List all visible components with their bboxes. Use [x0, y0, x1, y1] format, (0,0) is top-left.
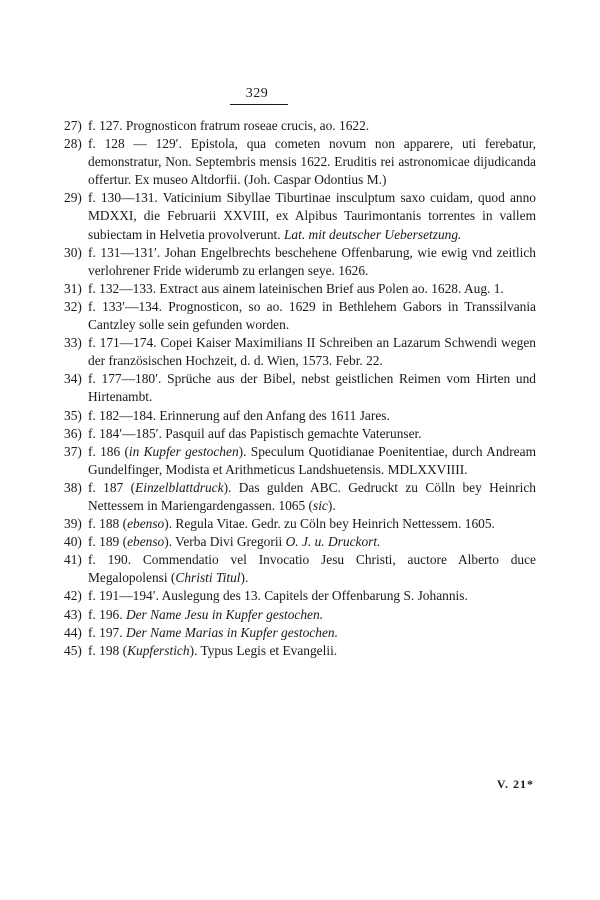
catalog-entry-list — [64, 117, 536, 660]
entry-text — [88, 443, 536, 479]
entry-number: 43) — [64, 606, 82, 622]
entry-text — [88, 533, 536, 551]
entry-number: 29) — [64, 190, 82, 206]
entry-number: 37) — [64, 443, 82, 459]
entry-text — [88, 370, 536, 406]
entry-text — [88, 624, 536, 642]
entry-italic-segment: Der Name Jesu in Kupfer gestochen. — [125, 606, 324, 622]
entry-segment: f. 188 ( — [88, 516, 128, 532]
entry-segment: f. 189 ( — [88, 534, 128, 550]
entry-segment: ). — [327, 497, 336, 513]
entry-number: 27) — [64, 118, 82, 133]
catalog-entry — [64, 479, 536, 515]
catalog-entry — [64, 606, 536, 624]
entry-italic-segment: in Kupfer gestochen — [128, 443, 239, 459]
entry-segment: f. 191—194′. Auslegung des 13. Capitels der Offenbarung S. Johannis. — [88, 588, 468, 604]
entry-italic-segment: Kupferstich — [127, 642, 190, 658]
printer-signature: V. 21* — [496, 777, 534, 791]
entry-number: 35) — [64, 407, 82, 423]
entry-number: 36) — [64, 425, 82, 441]
entry-segment: f. 131—131′. Johan Engelbrechts beschehene Offenbarung, wie ewig vnd zeitlich verlohrener Fride widerumb zu erlangen seye. 1626. — [88, 244, 536, 278]
entry-number: 32) — [64, 298, 82, 314]
entry-text — [88, 244, 536, 280]
entry-number: 34) — [64, 371, 82, 387]
entry-text — [88, 117, 536, 135]
entry-number: 41) — [64, 552, 82, 568]
entry-number: 30) — [64, 244, 82, 260]
entry-segment: ). Typus Legis et Evangelii. — [189, 642, 338, 658]
entry-text — [88, 407, 536, 425]
catalog-entry — [64, 117, 536, 135]
entry-text — [88, 479, 536, 515]
catalog-entry — [64, 280, 536, 298]
entry-italic-segment: Lat. mit deutscher Uebersetzung. — [283, 226, 462, 242]
entry-segment: f. 130—131. Vaticinium Sibyllae Tiburtinae insculptum saxo cuidam, quod anno MDXXI, die Februarii XXVIII, ex Alpibus Taurimontanis torrentes in vallem subiectam in Helvetia provolverunt. — [88, 190, 536, 242]
entry-segment: f. 190. Commendatio vel Invocatio Jesu Christi, auctore Alberto duce Megalopolensi ( — [88, 552, 536, 586]
entry-text — [88, 642, 536, 660]
entry-number: 31) — [64, 280, 82, 296]
entry-number: 39) — [64, 516, 82, 532]
page-number: 329 — [245, 86, 269, 101]
catalog-entry — [64, 425, 536, 443]
page-number-rule — [230, 104, 288, 105]
entry-italic-segment: Einzelblattdruck — [135, 479, 224, 495]
entry-italic-segment: Christi Titul — [175, 570, 241, 586]
entry-italic-segment: sic — [312, 497, 328, 513]
entry-segment: f. 197. — [88, 624, 126, 640]
catalog-entry — [64, 587, 536, 605]
entry-segment: f. 187 ( — [88, 479, 136, 495]
entry-text — [88, 135, 536, 189]
catalog-entry — [64, 407, 536, 425]
entry-italic-segment: ebenso — [127, 534, 165, 550]
entry-text — [88, 425, 536, 443]
catalog-entry — [64, 533, 536, 551]
entry-segment: f. 182—184. Erinnerung auf den Anfang des 1611 Jares. — [88, 407, 390, 423]
catalog-entry — [64, 189, 536, 243]
catalog-entry — [64, 135, 536, 189]
entry-segment: f. 186 ( — [88, 443, 129, 459]
entry-number: 45) — [64, 642, 82, 658]
catalog-entry — [64, 334, 536, 370]
catalog-entry — [64, 515, 536, 533]
entry-text — [88, 515, 536, 533]
entry-segment: ). Regula Vitae. Gedr. zu Cöln bey Heinrich Nettessem. 1605. — [164, 516, 495, 532]
entry-segment: f. 133′—134. Prognosticon, so ao. 1629 in Bethlehem Gabors in Transsilvania Cantzley solle sein gefunden worden. — [88, 298, 536, 333]
catalog-entry — [64, 551, 536, 587]
entry-number: 28) — [64, 136, 82, 152]
entry-number: 42) — [64, 588, 82, 604]
entry-segment: f. 196. — [88, 606, 126, 622]
entry-segment: f. 177—180′. Sprüche aus der Bibel, nebst geistlichen Reimen vom Hirten und Hirtenambt. — [88, 371, 536, 405]
entry-segment: ). Verba Divi Gregorii — [164, 534, 286, 550]
entry-segment: f. 184′—185′. Pasquil auf das Papistisch gemachte Vaterunser. — [88, 425, 422, 441]
entry-segment: ). — [240, 570, 249, 586]
catalog-entry — [64, 298, 536, 334]
entry-italic-segment: O. J. u. Druckort. — [285, 534, 381, 550]
catalog-entry — [64, 443, 536, 479]
entry-segment: f. 171—174. Copei Kaiser Maximilians II Schreiben an Lazarum Schwendi wegen der französischen Hochzeit, d. d. Wien, 1573. Febr. 22. — [88, 335, 536, 369]
catalog-entry — [64, 624, 536, 642]
entry-text — [88, 606, 536, 624]
entry-number: 44) — [64, 624, 82, 640]
entry-segment: f. 128 — 129′. Epistola, qua cometen novum non apparere, uti ferebatur, demonstratur, Non. Septembris mensis 1622. Eruditis rei astronomicae dijudicanda offertur. Ex museo Altdorfii. (Joh. Caspar Odontius M.) — [88, 136, 536, 188]
entry-text — [88, 189, 536, 243]
entry-segment: f. 127. Prognosticon fratrum roseae crucis, ao. 1622. — [88, 118, 370, 133]
entry-segment: f. 132—133. Extract aus ainem lateinischen Brief aus Polen ao. 1628. Aug. 1. — [88, 280, 504, 296]
catalog-entry — [64, 642, 536, 660]
entry-segment: f. 198 ( — [88, 642, 128, 658]
catalog-entry — [64, 370, 536, 406]
entry-number: 40) — [64, 534, 82, 550]
entry-number: 33) — [64, 335, 82, 351]
entry-text — [88, 551, 536, 587]
entry-italic-segment: ebenso — [127, 516, 165, 532]
entry-text — [88, 280, 536, 298]
entry-italic-segment: Der Name Marias in Kupfer gestochen. — [125, 624, 338, 640]
entry-number: 38) — [64, 479, 82, 495]
entry-text — [88, 334, 536, 370]
entry-segment: ). Speculum Quotidianae Poenitentiae, durch Andream Gundelfinger, Modista et Arithmeticus Landshuetensis. MDLXXVIIII. — [88, 443, 536, 477]
entry-text — [88, 298, 536, 334]
entry-text — [88, 587, 536, 605]
entry-segment: ). Das gulden ABC. Gedruckt zu Cölln bey Heinrich Nettessem in Mariengardengassen. 1065 ( — [88, 479, 536, 513]
catalog-entry — [64, 244, 536, 280]
